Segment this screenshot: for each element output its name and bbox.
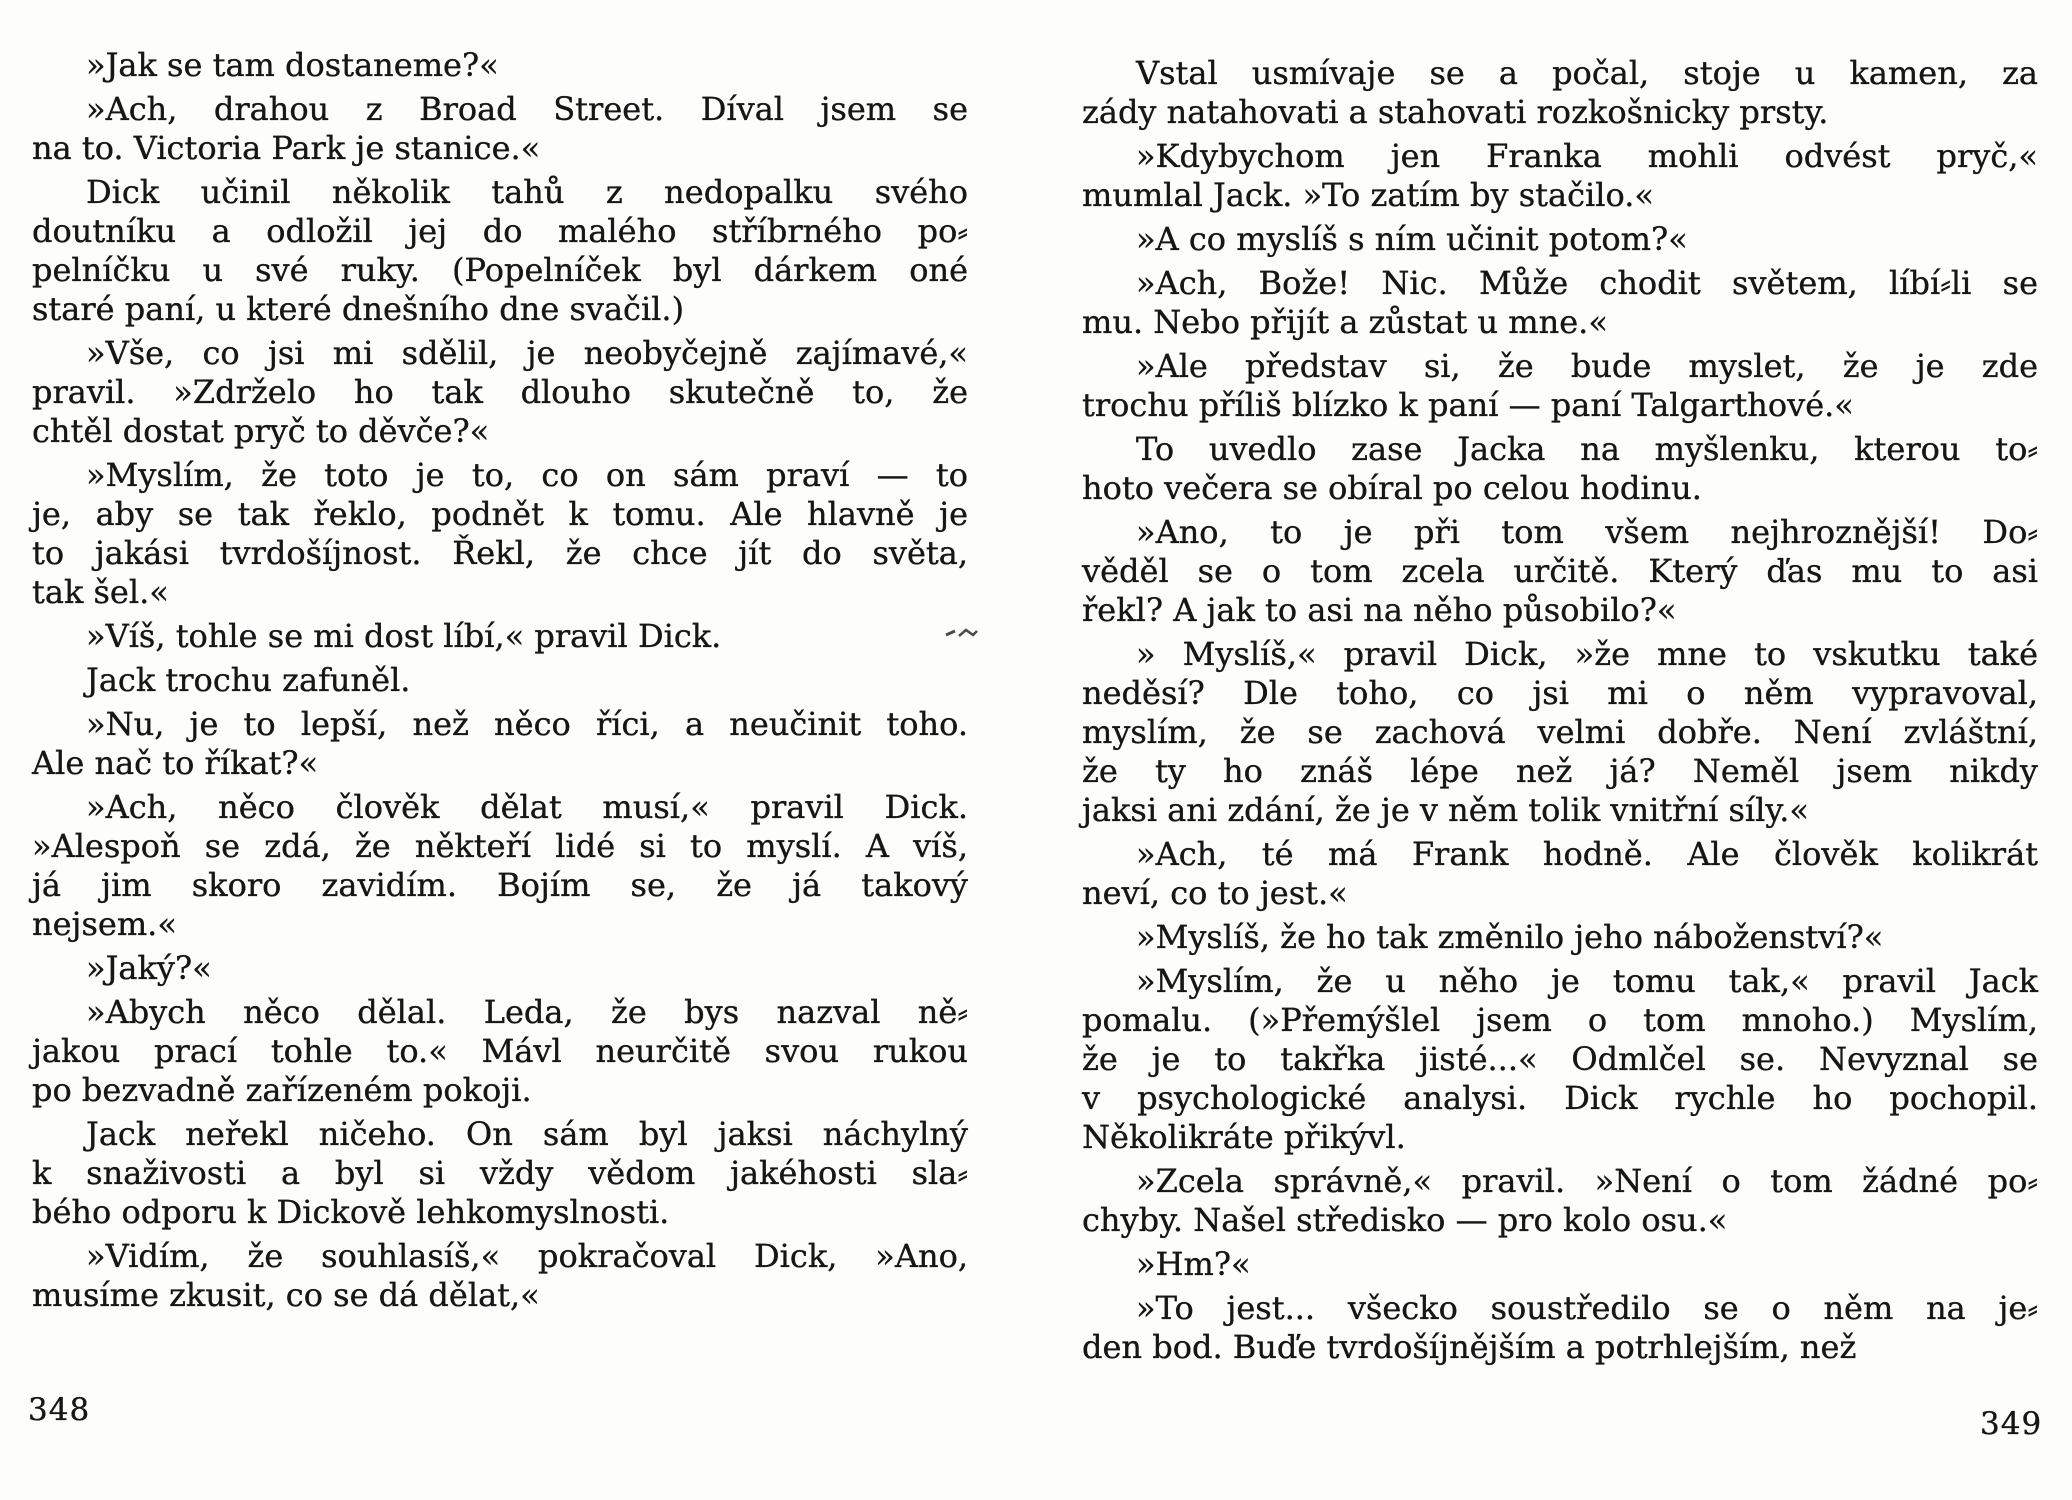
text-line: Ale nač to říkat?« (32, 744, 319, 782)
paragraph (32, 173, 968, 329)
text-line: věděl se o tom zcela určitě. Který ďas mu to asi (1082, 552, 2038, 590)
text-line: den bod. Buďe tvrdošíjnějším a potrhlejším, než (1082, 1328, 1857, 1366)
text-line: neví, co to jest.« (1082, 874, 1348, 912)
text-line: »Myslím, že toto je to, co on sám praví — to (86, 456, 968, 494)
text-line: »Abych něco dělal. Leda, že bys nazval ně⸗ (86, 993, 968, 1031)
paragraph (32, 334, 968, 451)
paragraph (32, 705, 968, 783)
text-line: nejsem.« (32, 905, 177, 943)
text-line: »A co myslíš s ním učinit potom?« (1136, 220, 1688, 258)
paragraph (32, 617, 968, 656)
text-line: »Zcela správně,« pravil. »Není o tom žádné po⸗ (1136, 1162, 2038, 1200)
paragraph (1082, 962, 2038, 1157)
text-line: staré paní, u které dnešního dne svačil.) (32, 290, 685, 328)
paragraph (32, 788, 968, 944)
text-line: »Víš, tohle se mi dost líbí,« pravil Dick. (86, 617, 722, 655)
paragraph (1082, 54, 2038, 132)
text-line: v psychologické analysi. Dick rychle ho pochopil. (1082, 1079, 2038, 1117)
text-line: že je to takřka jisté...« Odmlčel se. Nevyznal se (1082, 1040, 2038, 1078)
text-line: To uvedlo zase Jacka na myšlenku, kterou to⸗ (1136, 430, 2038, 468)
text-line: doutníku a odložil jej do malého stříbrného po⸗ (32, 212, 968, 250)
paragraph (1082, 264, 2038, 342)
paragraph (32, 46, 968, 85)
text-line: »Ale představ si, že bude myslet, že je zde (1136, 347, 2038, 385)
paragraph (1082, 635, 2038, 830)
paragraph (1082, 1162, 2038, 1240)
text-line: Jack neřekl ničeho. On sám byl jaksi náchylný (86, 1115, 968, 1153)
text-line: jaksi ani zdání, že je v něm tolik vnitřní síly.« (1082, 791, 1809, 829)
text-line: »Hm?« (1136, 1245, 1251, 1283)
paragraph (1082, 513, 2038, 630)
text-line: neděsí? Dle toho, co jsi mi o něm vypravoval, (1082, 674, 2038, 712)
text-line: myslím, že se zachová velmi dobře. Není zvláštní, (1082, 713, 2038, 751)
text-line: trochu příliš blízko k paní — paní Talgarthové.« (1082, 386, 1854, 424)
text-line: pravil. »Zdrželo ho tak dlouho skutečně to, že (32, 373, 968, 411)
paragraph (1082, 347, 2038, 425)
text-line: Jack trochu zafuněl. (86, 661, 411, 699)
ink-smudge (944, 626, 980, 640)
text-line: chtěl dostat pryč to děvče?« (32, 412, 490, 450)
paragraph (32, 456, 968, 612)
text-line: Několikráte přikývl. (1082, 1118, 1406, 1156)
paragraph (32, 661, 968, 700)
text-line: řekl? A jak to asi na něho působilo?« (1082, 591, 1677, 629)
paragraph (32, 1237, 968, 1315)
text-line: po bezvadně zařízeném pokoji. (32, 1071, 532, 1109)
paragraph (32, 90, 968, 168)
text-line: »Ano, to je při tom všem nejhroznější! Do⸗ (1136, 513, 2038, 551)
page-number-349: 349 (1980, 1406, 2043, 1442)
book-page-right (1082, 54, 2038, 1372)
text-line: »Nu, je to lepší, než něco říci, a neučinit toho. (86, 705, 968, 743)
text-line: to jakási tvrdošíjnost. Řekl, že chce jít do světa, (32, 534, 968, 572)
text-line: tak šel.« (32, 573, 169, 611)
text-line: pelníčku u své ruky. (Popelníček byl dárkem oné (32, 251, 968, 289)
text-line: já jim skoro zavidím. Bojím se, že já takový (32, 866, 968, 904)
text-line: Dick učinil několik tahů z nedopalku svého (86, 173, 968, 211)
text-line: mumlal Jack. »To zatím by stačilo.« (1082, 176, 1654, 214)
text-line: »Kdybychom jen Franka mohli odvést pryč,« (1136, 137, 2038, 175)
text-line: Vstal usmívaje se a počal, stoje u kamen, za (1136, 54, 2038, 92)
paragraph (1082, 430, 2038, 508)
page-number-348: 348 (28, 1392, 91, 1428)
text-line: »Vše, co jsi mi sdělil, je neobyčejně zajímavé,« (86, 334, 968, 372)
text-line: »Ach, něco člověk dělat musí,« pravil Dick. (86, 788, 968, 826)
paragraph (1082, 1289, 2038, 1367)
text-line: »Vidím, že souhlasíš,« pokračoval Dick, »Ano, (86, 1237, 968, 1275)
text-line: »Jaký?« (86, 949, 212, 987)
text-line: k snaživosti a byl si vždy vědom jakéhosti sla⸗ (32, 1154, 968, 1192)
paragraph (32, 993, 968, 1110)
paragraph (32, 1115, 968, 1232)
book-page-left (32, 46, 968, 1320)
text-line: zády natahovati a stahovati rozkošnicky prsty. (1082, 93, 1829, 131)
text-line: na to. Victoria Park je stanice.« (32, 129, 541, 167)
text-line: »To jest... všecko soustředilo se o něm na je⸗ (1136, 1289, 2038, 1327)
text-line: » Myslíš,« pravil Dick, »že mne to vskutku také (1136, 635, 2038, 673)
paragraph (1082, 918, 2038, 957)
paragraph (1082, 1245, 2038, 1284)
paragraph (1082, 835, 2038, 913)
text-line: musíme zkusit, co se dá dělat,« (32, 1276, 540, 1314)
paragraph (1082, 220, 2038, 259)
text-line: bého odporu k Dickově lehkomyslnosti. (32, 1193, 670, 1231)
text-line: »Ach, Bože! Nic. Může chodit světem, líbí⸗li se (1136, 264, 2038, 302)
text-line: »Jak se tam dostaneme?« (86, 46, 499, 84)
text-line: hoto večera se obíral po celou hodinu. (1082, 469, 1702, 507)
text-line: že ty ho znáš lépe než já? Neměl jsem nikdy (1082, 752, 2038, 790)
text-line: »Myslím, že u něho je tomu tak,« pravil Jack (1136, 962, 2038, 1000)
text-line: pomalu. (»Přemýšlel jsem o tom mnoho.) Myslím, (1082, 1001, 2038, 1039)
text-line: jakou prací tohle to.« Mávl neurčitě svou rukou (32, 1032, 968, 1070)
paragraph (32, 949, 968, 988)
text-line: »Myslíš, že ho tak změnilo jeho náboženství?« (1136, 918, 1884, 956)
text-line: chyby. Našel středisko — pro kolo osu.« (1082, 1201, 1728, 1239)
page-right-text (1082, 54, 2038, 1367)
page-left-text (32, 46, 968, 1315)
text-line: »Alespoň se zdá, že někteří lidé si to myslí. A víš, (32, 827, 968, 865)
text-line: mu. Nebo přijít a zůstat u mne.« (1082, 303, 1608, 341)
text-line: »Ach, drahou z Broad Street. Díval jsem se (86, 90, 968, 128)
paragraph (1082, 137, 2038, 215)
text-line: je, aby se tak řeklo, podnět k tomu. Ale hlavně je (32, 495, 968, 533)
text-line: »Ach, té má Frank hodně. Ale člověk kolikrát (1136, 835, 2038, 873)
